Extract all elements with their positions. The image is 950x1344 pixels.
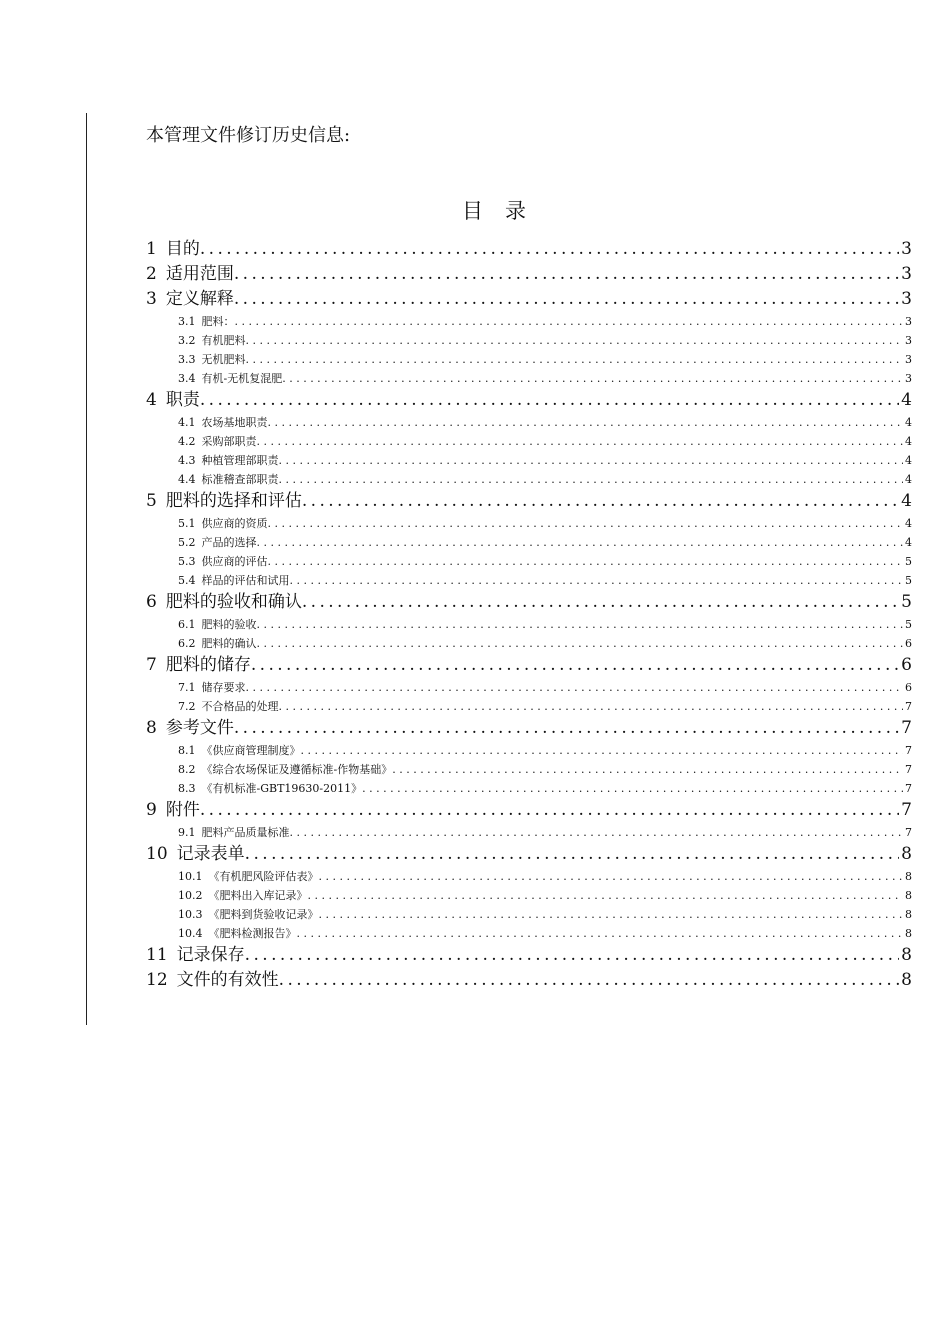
toc-subentry[interactable] bbox=[146, 552, 912, 571]
toc-entry-number: 12 bbox=[146, 970, 168, 990]
toc-entry-title: 有机-无机复混肥 bbox=[201, 372, 283, 385]
toc-entry-page-number: 8 bbox=[905, 908, 912, 921]
toc-dot-leader bbox=[246, 350, 904, 369]
toc-entry-title: 《肥料检测报告》 bbox=[208, 927, 297, 940]
toc-entry[interactable] bbox=[146, 489, 912, 514]
toc-entry-page-number: 7 bbox=[905, 700, 912, 713]
toc-subentry[interactable] bbox=[146, 905, 912, 924]
toc-entry-number: 4 bbox=[146, 390, 157, 410]
toc-dot-leader bbox=[319, 867, 904, 886]
toc-dot-leader bbox=[268, 413, 904, 432]
toc-entry-title: 种植管理部职责 bbox=[201, 454, 279, 467]
toc-entry-title: 文件的有效性 bbox=[176, 970, 279, 990]
toc-entry-page-number: 4 bbox=[905, 416, 912, 429]
toc-entry-number: 9.1 bbox=[178, 826, 196, 839]
toc-subentry[interactable] bbox=[146, 634, 912, 653]
toc-entry-page-number: 5 bbox=[905, 555, 912, 568]
toc-subentry[interactable] bbox=[146, 615, 912, 634]
toc-entry-title: 《肥料到货验收记录》 bbox=[208, 908, 319, 921]
toc-entry-page-number: 7 bbox=[901, 718, 912, 738]
toc-entry-title: 标准稽查部职责 bbox=[201, 473, 279, 486]
toc-entry-title: 肥料的储存 bbox=[165, 655, 251, 675]
toc-subentry[interactable] bbox=[146, 760, 912, 779]
toc-entry-title: 肥料的验收和确认 bbox=[165, 592, 302, 612]
toc-entry-page-number: 3 bbox=[905, 372, 912, 385]
toc-entry-page-number: 7 bbox=[901, 800, 912, 820]
table-of-contents bbox=[146, 237, 912, 993]
toc-entry-number: 5.2 bbox=[178, 536, 196, 549]
toc-entry[interactable] bbox=[146, 590, 912, 615]
toc-subentry[interactable] bbox=[146, 741, 912, 760]
toc-entry-title: 适用范围 bbox=[165, 264, 234, 284]
toc-entry-page-number: 3 bbox=[905, 315, 912, 328]
toc-entry[interactable] bbox=[146, 716, 912, 741]
toc-subentry[interactable] bbox=[146, 697, 912, 716]
toc-subentry[interactable] bbox=[146, 451, 912, 470]
toc-entry[interactable] bbox=[146, 842, 912, 867]
toc-entry-page-number: 5 bbox=[905, 574, 912, 587]
toc-entry-page-number: 4 bbox=[901, 491, 912, 511]
toc-entry-page-number: 4 bbox=[905, 435, 912, 448]
toc-entry-title: 样品的评估和试用 bbox=[201, 574, 290, 587]
toc-entry-title: 参考文件 bbox=[165, 718, 234, 738]
toc-entry-number: 4.4 bbox=[178, 473, 196, 486]
toc-entry-number: 11 bbox=[146, 945, 168, 965]
toc-entry-number: 3.3 bbox=[178, 353, 196, 366]
toc-entry-title: 《供应商管理制度》 bbox=[201, 744, 301, 757]
toc-entry[interactable] bbox=[146, 798, 912, 823]
toc-dot-leader bbox=[257, 615, 904, 634]
toc-subentry[interactable] bbox=[146, 514, 912, 533]
toc-entry-title: 《肥料出入库记录》 bbox=[208, 889, 308, 902]
toc-entry-title: 不合格品的处理 bbox=[201, 700, 279, 713]
toc-dot-leader bbox=[200, 388, 899, 413]
left-margin-rule bbox=[86, 113, 87, 1025]
toc-subentry[interactable] bbox=[146, 331, 912, 350]
toc-entry-number: 6.1 bbox=[178, 618, 196, 631]
toc-subentry[interactable] bbox=[146, 678, 912, 697]
toc-dot-leader bbox=[279, 968, 900, 993]
toc-dot-leader bbox=[297, 924, 904, 943]
toc-entry-number: 7.2 bbox=[178, 700, 196, 713]
toc-entry-number: 5.1 bbox=[178, 517, 196, 530]
toc-entry[interactable] bbox=[146, 262, 912, 287]
toc-subentry[interactable] bbox=[146, 312, 912, 331]
toc-dot-leader bbox=[234, 287, 899, 312]
toc-subentry[interactable] bbox=[146, 413, 912, 432]
toc-entry[interactable] bbox=[146, 237, 912, 262]
toc-dot-leader bbox=[268, 514, 904, 533]
toc-dot-leader bbox=[302, 489, 899, 514]
toc-subentry[interactable] bbox=[146, 350, 912, 369]
toc-dot-leader bbox=[301, 741, 904, 760]
toc-dot-leader bbox=[246, 331, 904, 350]
toc-entry-title: 目的 bbox=[165, 239, 200, 259]
toc-entry-number: 6.2 bbox=[178, 637, 196, 650]
toc-entry-title: 供应商的评估 bbox=[201, 555, 268, 568]
toc-entry-number: 8.2 bbox=[178, 763, 196, 776]
toc-entry-number: 5.3 bbox=[178, 555, 196, 568]
toc-entry-number: 8 bbox=[146, 718, 157, 738]
toc-entry-number: 3.1 bbox=[178, 315, 196, 328]
toc-entry[interactable] bbox=[146, 943, 912, 968]
toc-entry-number: 10 bbox=[146, 844, 168, 864]
toc-dot-leader bbox=[282, 369, 903, 388]
toc-entry-page-number: 3 bbox=[901, 264, 912, 284]
toc-entry-page-number: 7 bbox=[905, 744, 912, 757]
toc-subentry[interactable] bbox=[146, 533, 912, 552]
toc-entry-page-number: 8 bbox=[901, 844, 912, 864]
toc-entry-number: 6 bbox=[146, 592, 157, 612]
toc-dot-leader bbox=[234, 262, 899, 287]
toc-dot-leader bbox=[308, 886, 904, 905]
toc-dot-leader bbox=[279, 451, 904, 470]
toc-entry-page-number: 7 bbox=[905, 826, 912, 839]
toc-entry-title: 采购部职责 bbox=[201, 435, 257, 448]
toc-entry-page-number: 8 bbox=[905, 870, 912, 883]
toc-entry[interactable] bbox=[146, 287, 912, 312]
toc-dot-leader bbox=[200, 798, 899, 823]
toc-heading: 目录 bbox=[462, 199, 548, 223]
toc-entry-number: 4.2 bbox=[178, 435, 196, 448]
toc-subentry[interactable] bbox=[146, 867, 912, 886]
toc-entry-page-number: 6 bbox=[905, 637, 912, 650]
toc-subentry[interactable] bbox=[146, 571, 912, 590]
toc-entry-page-number: 8 bbox=[901, 945, 912, 965]
toc-entry-number: 3.4 bbox=[178, 372, 196, 385]
toc-entry-page-number: 5 bbox=[901, 592, 912, 612]
toc-entry-page-number: 4 bbox=[901, 390, 912, 410]
toc-subentry[interactable] bbox=[146, 369, 912, 388]
toc-subentry[interactable] bbox=[146, 779, 912, 798]
toc-subentry[interactable] bbox=[146, 924, 912, 943]
toc-entry-title: 有机肥料 bbox=[201, 334, 246, 347]
toc-entry-title: 产品的选择 bbox=[201, 536, 257, 549]
toc-dot-leader bbox=[279, 470, 904, 489]
toc-entry-page-number: 4 bbox=[905, 473, 912, 486]
toc-entry-number: 7.1 bbox=[178, 681, 196, 694]
toc-dot-leader bbox=[257, 432, 904, 451]
toc-dot-leader bbox=[246, 678, 904, 697]
toc-entry-title: 肥料产品质量标准 bbox=[201, 826, 290, 839]
toc-entry-number: 4.1 bbox=[178, 416, 196, 429]
toc-entry-title: 记录表单 bbox=[176, 844, 245, 864]
toc-entry-page-number: 4 bbox=[905, 454, 912, 467]
toc-dot-leader bbox=[279, 697, 904, 716]
toc-entry-title: 肥料的验收 bbox=[201, 618, 257, 631]
toc-entry-title: 《有机肥风险评估表》 bbox=[208, 870, 319, 883]
toc-entry-number: 5 bbox=[146, 491, 157, 511]
toc-dot-leader bbox=[235, 312, 904, 331]
toc-dot-leader bbox=[319, 905, 904, 924]
toc-entry-title: 肥料的确认 bbox=[201, 637, 257, 650]
toc-entry-page-number: 8 bbox=[905, 927, 912, 940]
toc-subentry[interactable] bbox=[146, 432, 912, 451]
toc-dot-leader bbox=[290, 823, 904, 842]
toc-entry-number: 4.3 bbox=[178, 454, 196, 467]
toc-entry[interactable] bbox=[146, 653, 912, 678]
toc-entry-title: 储存要求 bbox=[201, 681, 246, 694]
toc-entry-page-number: 7 bbox=[905, 763, 912, 776]
toc-dot-leader bbox=[257, 533, 904, 552]
toc-entry-page-number: 7 bbox=[905, 782, 912, 795]
toc-entry-number: 7 bbox=[146, 655, 157, 675]
toc-entry-number: 10.1 bbox=[178, 870, 203, 883]
toc-subentry[interactable] bbox=[146, 823, 912, 842]
toc-entry-number: 2 bbox=[146, 264, 157, 284]
toc-entry-title: 《综合农场保证及遵循标准-作物基础》 bbox=[201, 763, 393, 776]
toc-dot-leader bbox=[290, 571, 904, 590]
toc-entry-page-number: 8 bbox=[901, 970, 912, 990]
toc-entry-title: 《有机标准-GBT19630-2011》 bbox=[201, 782, 363, 795]
toc-entry-title: 农场基地职责 bbox=[201, 416, 268, 429]
toc-dot-leader bbox=[245, 943, 900, 968]
toc-entry-title: 附件 bbox=[165, 800, 200, 820]
toc-dot-leader bbox=[392, 760, 903, 779]
toc-dot-leader bbox=[362, 779, 903, 798]
toc-entry-number: 10.3 bbox=[178, 908, 203, 921]
toc-entry-title: 记录保存 bbox=[176, 945, 245, 965]
toc-dot-leader bbox=[245, 842, 900, 867]
toc-entry-title: 肥料的选择和评估 bbox=[165, 491, 302, 511]
toc-dot-leader bbox=[234, 716, 899, 741]
toc-entry-page-number: 3 bbox=[901, 289, 912, 309]
toc-dot-leader bbox=[302, 590, 899, 615]
toc-subentry[interactable] bbox=[146, 470, 912, 489]
toc-entry[interactable] bbox=[146, 968, 912, 993]
toc-entry-number: 1 bbox=[146, 239, 157, 259]
toc-dot-leader bbox=[257, 634, 904, 653]
toc-entry-number: 10.4 bbox=[178, 927, 203, 940]
toc-entry-number: 3.2 bbox=[178, 334, 196, 347]
toc-entry-page-number: 3 bbox=[901, 239, 912, 259]
toc-entry-title: 定义解释 bbox=[165, 289, 234, 309]
toc-entry-page-number: 4 bbox=[905, 517, 912, 530]
toc-entry-number: 3 bbox=[146, 289, 157, 309]
toc-entry-page-number: 4 bbox=[905, 536, 912, 549]
toc-entry-number: 8.1 bbox=[178, 744, 196, 757]
toc-entry-number: 9 bbox=[146, 800, 157, 820]
toc-entry-number: 10.2 bbox=[178, 889, 203, 902]
toc-entry-title: 无机肥料 bbox=[201, 353, 246, 366]
toc-entry[interactable] bbox=[146, 388, 912, 413]
toc-entry-title: 肥料： bbox=[201, 315, 235, 328]
toc-entry-page-number: 6 bbox=[905, 681, 912, 694]
toc-entry-title: 供应商的资质 bbox=[201, 517, 268, 530]
toc-entry-page-number: 3 bbox=[905, 353, 912, 366]
toc-entry-title: 职责 bbox=[165, 390, 200, 410]
toc-entry-page-number: 3 bbox=[905, 334, 912, 347]
toc-entry-number: 8.3 bbox=[178, 782, 196, 795]
toc-entry-page-number: 6 bbox=[901, 655, 912, 675]
revision-history-title: 本管理文件修订历史信息: bbox=[146, 125, 351, 146]
toc-subentry[interactable] bbox=[146, 886, 912, 905]
toc-dot-leader bbox=[200, 237, 899, 262]
toc-dot-leader bbox=[251, 653, 899, 678]
toc-entry-number: 5.4 bbox=[178, 574, 196, 587]
toc-entry-page-number: 8 bbox=[905, 889, 912, 902]
toc-entry-page-number: 5 bbox=[905, 618, 912, 631]
toc-dot-leader bbox=[268, 552, 904, 571]
